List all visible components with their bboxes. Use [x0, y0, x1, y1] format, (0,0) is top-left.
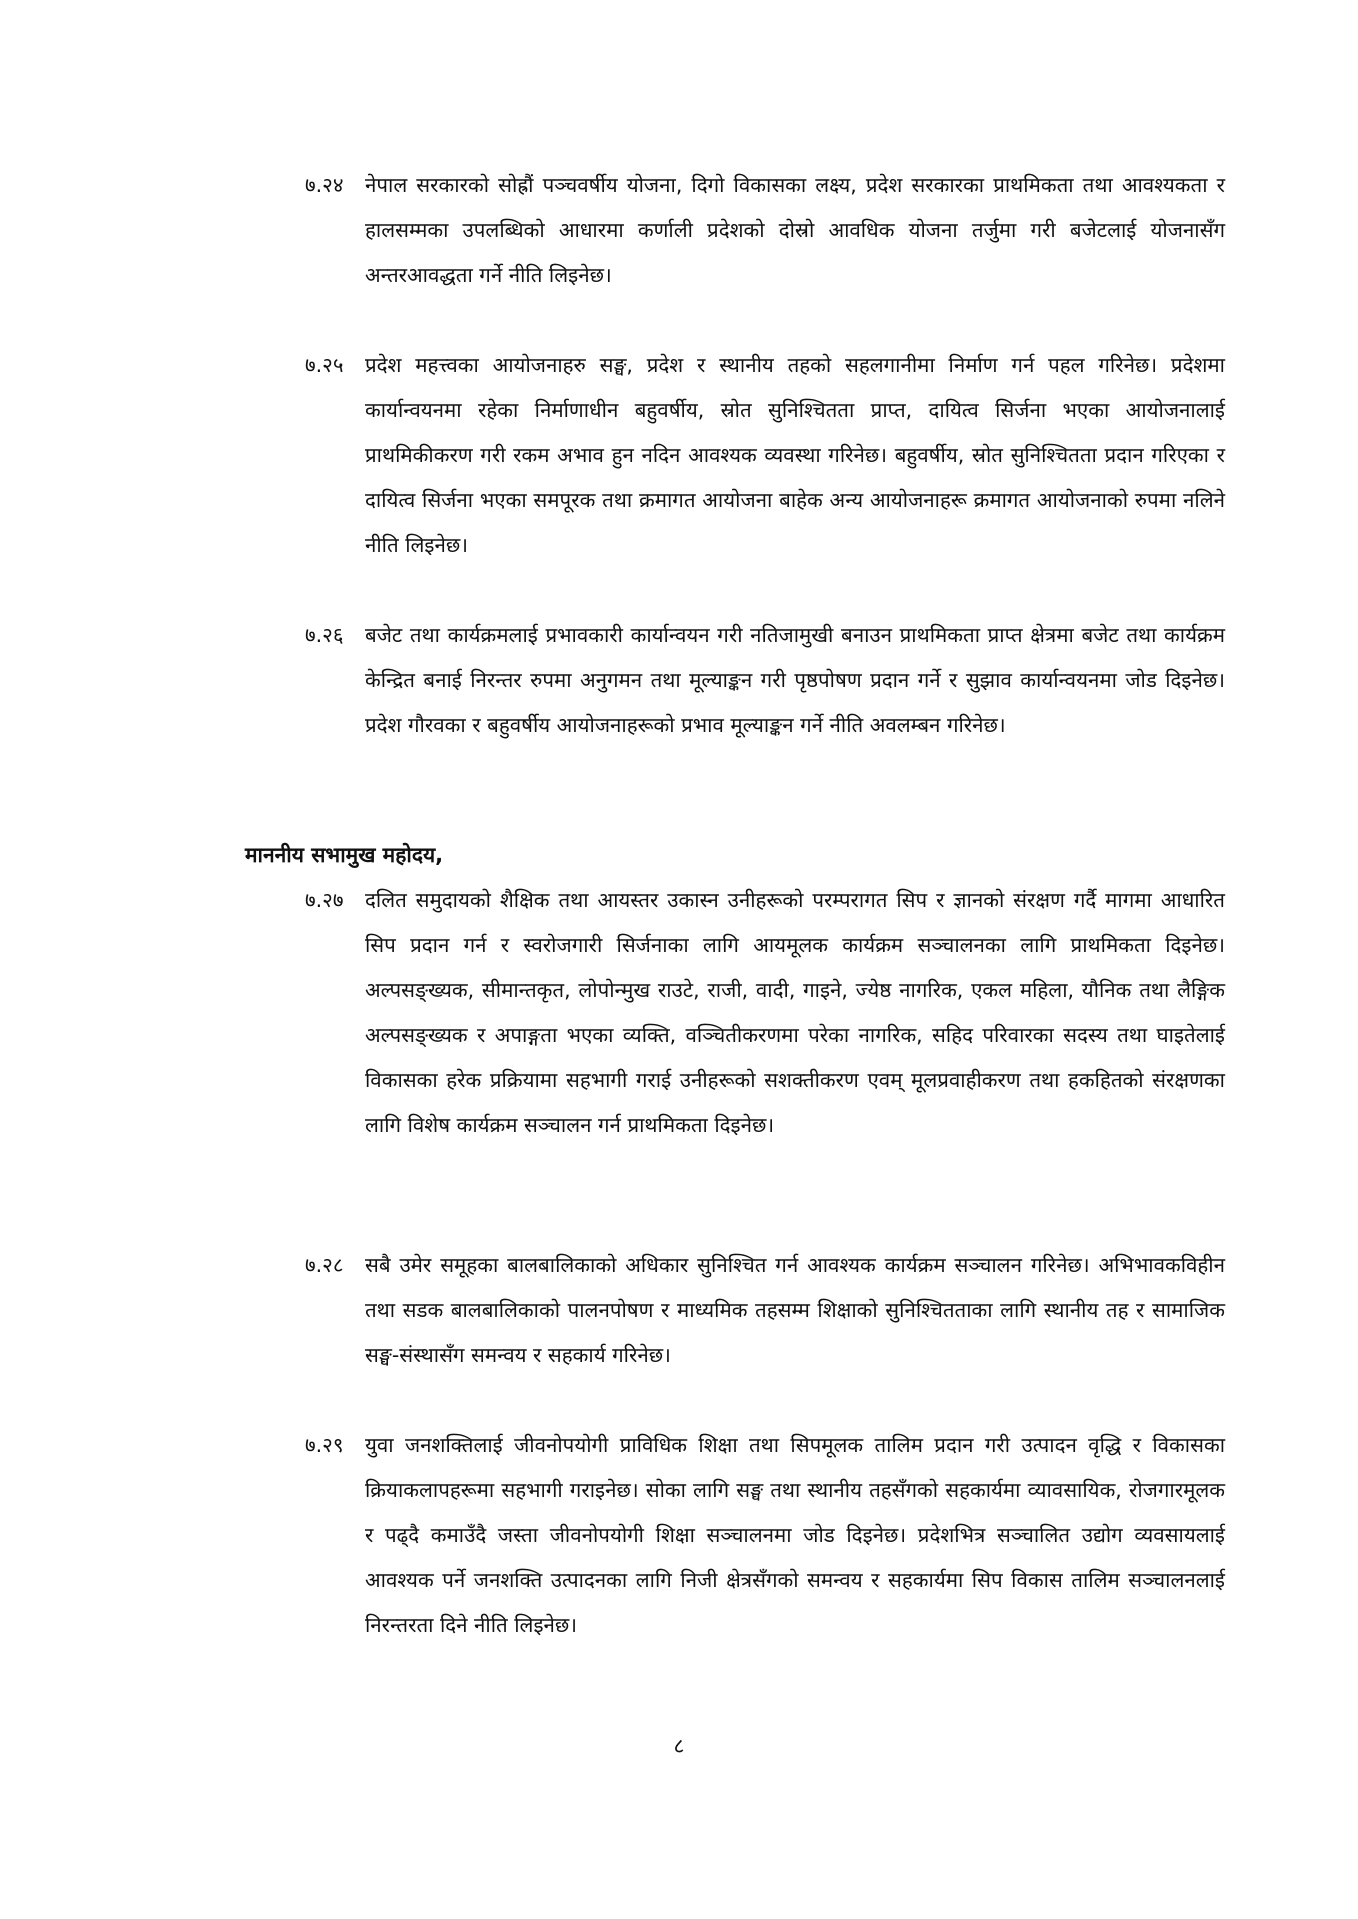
paragraph-text: सबै उमेर समूहका बालबालिकाको अधिकार सुनिश्चित गर्न आवश्यक कार्यक्रम सञ्चालन गरिनेछ। अभिभावकविहीन तथा सडक बालबालिकाको पालनपोषण र माध्यमिक तहसम्म शिक्षाको सुनिश्चितताका लागि स्थानीय तह र सामाजिक सङ्घ-संस्थासँग समन्वय र सहकार्य गरिनेछ। — [365, 1253, 1225, 1367]
paragraph-number: ७.२७ — [305, 888, 344, 912]
paragraph-text: युवा जनशक्तिलाई जीवनोपयोगी प्राविधिक शिक्षा तथा सिपमूलक तालिम प्रदान गरी उत्पादन वृद्धि र विकासका क्रियाकलापहरूमा सहभागी गराइनेछ। सोका लागि सङ्घ तथा स्थानीय तहसँगको सहकार्यमा व्यावसायिक, रोजगारमूलक र पढ्दै कमाउँदै जस्ता जीवनोपयोगी शिक्षा सञ्चालनमा जोड दिइनेछ। प्रदेशभित्र सञ्चालित उद्योग व्यवसायलाई आवश्यक पर्ने जनशक्ति उत्पादनका लागि निजी क्षेत्रसँगको समन्वय र सहकार्यमा सिप विकास तालिम सञ्चालनलाई निरन्तरता दिने नीति लिइनेछ। — [365, 1433, 1225, 1637]
policy-paragraph-7-26 — [305, 613, 1225, 748]
paragraph-text: नेपाल सरकारको सोह्रौं पञ्चवर्षीय योजना, दिगो विकासका लक्ष्य, प्रदेश सरकारका प्राथमिकता तथा आवश्यकता र हालसम्मका उपलब्धिको आधारमा कर्णाली प्रदेशको दोस्रो आवधिक योजना तर्जुमा गरी बजेटलाई योजनासँग अन्तरआवद्धता गर्ने नीति लिइनेछ। — [365, 173, 1225, 287]
policy-paragraph-7-29 — [305, 1423, 1225, 1648]
policy-paragraph-7-28 — [305, 1243, 1225, 1378]
paragraph-number: ७.२९ — [305, 1433, 344, 1457]
page-number: ८ — [673, 1734, 685, 1758]
paragraph-number: ७.२६ — [305, 623, 344, 647]
salutation-heading: माननीय सभामुख महोदय, — [245, 843, 444, 867]
policy-paragraph-7-27 — [305, 878, 1225, 1148]
paragraph-text: दलित समुदायको शैक्षिक तथा आयस्तर उकास्न उनीहरूको परम्परागत सिप र ज्ञानको संरक्षण गर्दै मागमा आधारित सिप प्रदान गर्न र स्वरोजगारी सिर्जनाका लागि आयमूलक कार्यक्रम सञ्चालनका लागि प्राथमिकता दिइनेछ। अल्पसङ्ख्यक, सीमान्तकृत, लोपोन्मुख राउटे, राजी, वादी, गाइने, ज्येष्ठ नागरिक, एकल महिला, यौनिक तथा लैङ्गिक अल्पसङ्ख्यक र अपाङ्गता भएका व्यक्ति, वञ्चितीकरणमा परेका नागरिक, सहिद परिवारका सदस्य तथा घाइतेलाई विकासका हरेक प्रक्रियामा सहभागी गराई उनीहरूको सशक्तीकरण एवम् मूलप्रवाहीकरण तथा हकहितको संरक्षणका लागि विशेष कार्यक्रम सञ्चालन गर्न प्राथमिकता दिइनेछ। — [365, 888, 1225, 1137]
paragraph-text: बजेट तथा कार्यक्रमलाई प्रभावकारी कार्यान्वयन गरी नतिजामुखी बनाउन प्राथमिकता प्राप्त क्षेत्रमा बजेट तथा कार्यक्रम केन्द्रित बनाई निरन्तर रुपमा अनुगमन तथा मूल्याङ्कन गरी पृष्ठपोषण प्रदान गर्ने र सुझाव कार्यान्वयनमा जोड दिइनेछ। प्रदेश गौरवका र बहुवर्षीय आयोजनाहरूको प्रभाव मूल्याङ्कन गर्ने नीति अवलम्बन गरिनेछ। — [365, 623, 1225, 737]
paragraph-number: ७.२८ — [305, 1253, 344, 1277]
policy-paragraph-7-24 — [305, 163, 1225, 298]
paragraph-text: प्रदेश महत्त्वका आयोजनाहरु सङ्घ, प्रदेश र स्थानीय तहको सहलगानीमा निर्माण गर्न पहल गरिनेछ। प्रदेशमा कार्यान्वयनमा रहेका निर्माणाधीन बहुवर्षीय, स्रोत सुनिश्चितता प्राप्त, दायित्व सिर्जना भएका आयोजनालाई प्राथमिकीकरण गरी रकम अभाव हुन नदिन आवश्यक व्यवस्था गरिनेछ। बहुवर्षीय, स्रोत सुनिश्चितता प्रदान गरिएका र दायित्व सिर्जना भएका समपूरक तथा क्रमागत आयोजना बाहेक अन्य आयोजनाहरू क्रमागत आयोजनाको रुपमा नलिने नीति लिइनेछ। — [365, 353, 1225, 557]
paragraph-number: ७.२४ — [305, 173, 344, 197]
policy-paragraph-7-25 — [305, 343, 1225, 568]
paragraph-number: ७.२५ — [305, 353, 344, 377]
